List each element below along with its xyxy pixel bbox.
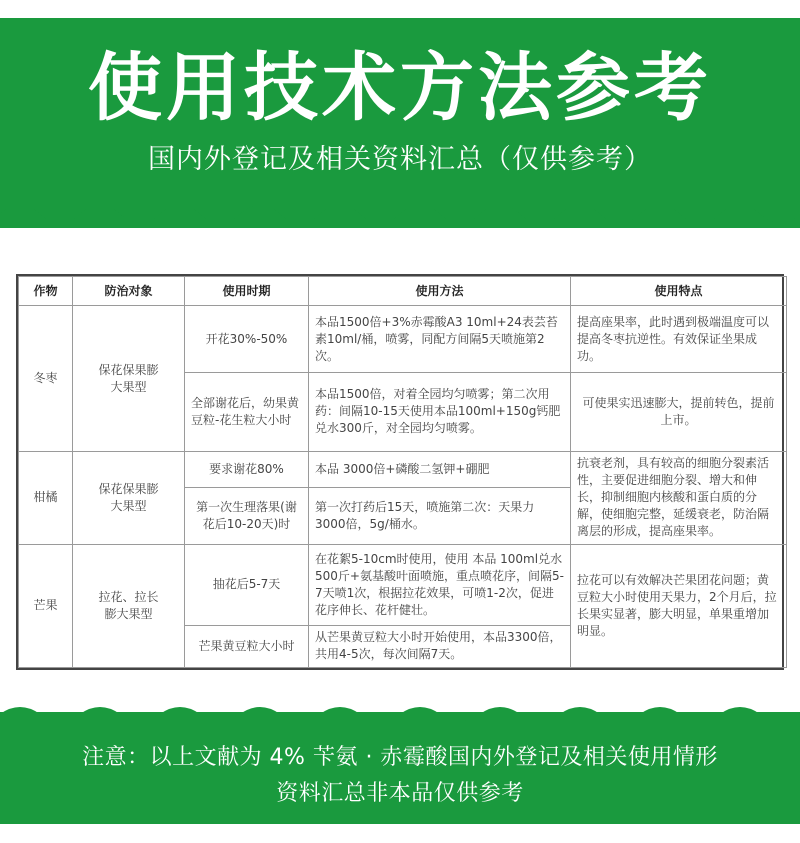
- method-cell: 本品1500倍+3%赤霉酸A3 10ml+24表芸苔素10ml/桶，喷雾，同配方间隔5天喷施第2次。: [309, 306, 571, 373]
- page-title: 使用技术方法参考: [88, 45, 712, 131]
- usage-table: [16, 274, 784, 670]
- method-cell: 本品1500倍，对着全园均匀喷雾；第二次用药：间隔10-15天使用本品100ml+150g钙肥兑水300斤，对全园均匀喷雾。: [309, 372, 571, 451]
- footer-note-line-2: 资料汇总非本品仅供参考: [276, 781, 524, 806]
- crop-cell: 柑橘: [19, 451, 73, 544]
- period-cell: 要求谢花80%: [185, 451, 309, 487]
- target-cell: 保花保果膨大果型: [73, 451, 185, 544]
- header-wave-edge: [0, 192, 800, 232]
- period-cell: 全部谢花后，幼果黄豆粒-花生粒大小时: [185, 372, 309, 451]
- footer-note-line-1: 注意：以上文献为 4% 苄氨 · 赤霉酸国内外登记及相关使用情形: [82, 745, 718, 770]
- method-cell: 本品 3000倍+磷酸二氢钾+硼肥: [309, 451, 571, 487]
- method-cell: 从芒果黄豆粒大小时开始使用，本品3300倍，共用4-5次，每次间隔7天。: [309, 625, 571, 667]
- method-cell: 第一次打药后15天，喷施第二次：天果力3000倍，5g/桶水。: [309, 488, 571, 545]
- table-row: [19, 544, 787, 625]
- table-row: [19, 306, 787, 373]
- period-cell: 第一次生理落果(谢花后10-20天)时: [185, 488, 309, 545]
- period-cell: 芒果黄豆粒大小时: [185, 625, 309, 667]
- target-cell: 保花保果膨大果型: [73, 306, 185, 451]
- column-header-crop: 作物: [19, 277, 73, 306]
- feature-cell: 可使果实迅速膨大，提前转色，提前上市。: [571, 372, 787, 451]
- crop-cell: 芒果: [19, 544, 73, 667]
- feature-cell: 拉花可以有效解决芒果团花问题；黄豆粒大小时使用天果力，2个月后，拉长果实显著，膨大明显，单果重增加明显。: [571, 544, 787, 667]
- column-header-method: 使用方法: [309, 277, 571, 306]
- feature-cell: 抗衰老剂，具有较高的细胞分裂素活性，主要促进细胞分裂、增大和伸长，抑制细胞内核酸和蛋白质的分解，使细胞完整，延缓衰老，防治隔离层的形成，提高座果率。: [571, 451, 787, 544]
- period-cell: 抽花后5-7天: [185, 544, 309, 625]
- method-cell: 在花絮5-10cm时使用，使用 本品 100ml兑水500斤+氨基酸叶面喷施，重点喷花序，间隔5-7天喷1次，根据拉花效果，可喷1-2次，促进花序伸长、花杆健壮。: [309, 544, 571, 625]
- period-cell: 开花30%-50%: [185, 306, 309, 373]
- table-header-row: [19, 277, 787, 306]
- column-header-target: 防治对象: [73, 277, 185, 306]
- table-row: [19, 451, 787, 487]
- footer-wave-edge: [0, 700, 800, 728]
- column-header-period: 使用时期: [185, 277, 309, 306]
- target-cell: 拉花、拉长膨大果型: [73, 544, 185, 667]
- column-header-feature: 使用特点: [571, 277, 787, 306]
- footer-note: [0, 740, 800, 812]
- page-subtitle: 国内外登记及相关资料汇总（仅供参考）: [148, 144, 652, 175]
- crop-cell: 冬枣: [19, 306, 73, 451]
- feature-cell: 提高座果率，此时遇到极端温度可以提高冬枣抗逆性。有效保证坐果成功。: [571, 306, 787, 373]
